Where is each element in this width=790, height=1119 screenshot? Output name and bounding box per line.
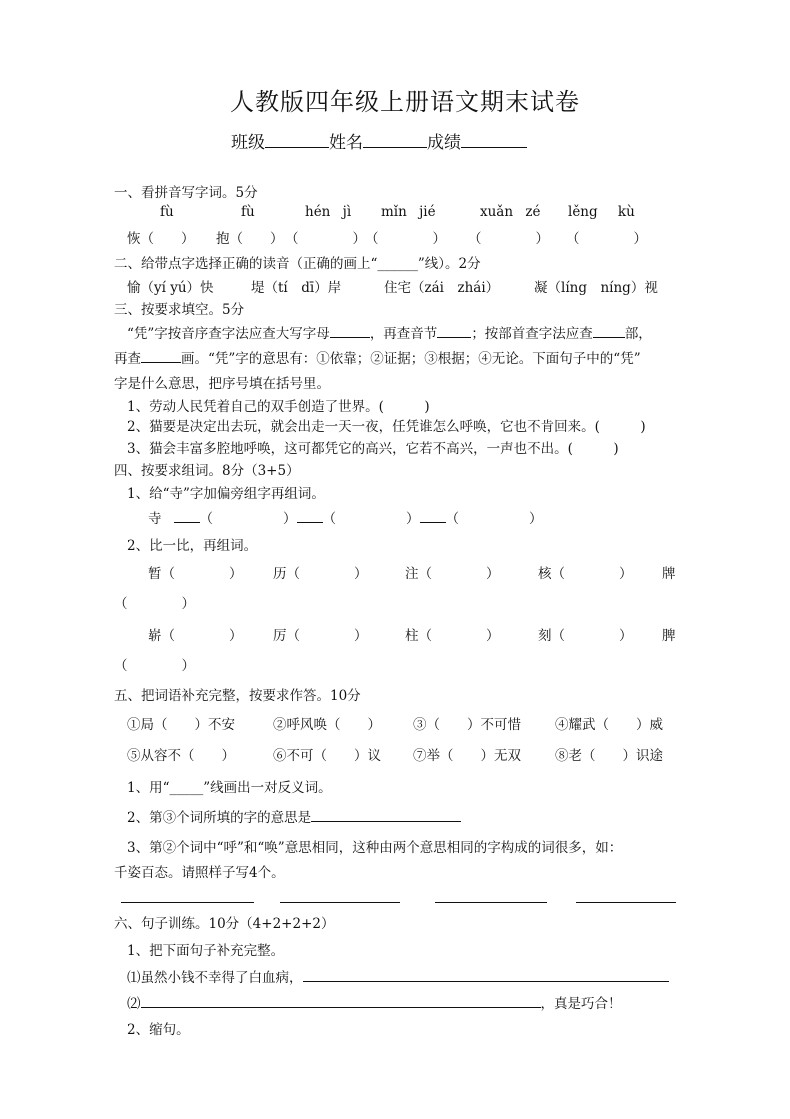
sec3-question-3[interactable]: 3、猫会丰富多腔地呼唤，这可都凭它的高兴，它若不高兴，一声也不出。( ) xyxy=(127,441,619,457)
sentence-2: ⑵ ，真是巧合！ xyxy=(127,996,622,1012)
pinyin-1: fù xyxy=(160,204,174,220)
sec3-paragraph-line3: 字是什么意思，把序号填在括号里。 xyxy=(114,376,330,392)
pinyin-3: hén jì xyxy=(305,204,352,220)
word-blank-4[interactable] xyxy=(576,902,676,903)
compare-2-3[interactable]: 柱（ ） xyxy=(405,628,500,644)
idiom-3[interactable]: ③（ ）不可惜 xyxy=(413,717,521,733)
idiom-6[interactable]: ⑥不可（ ）议 xyxy=(273,748,381,764)
compare-1-4[interactable]: 核（ ） xyxy=(538,566,633,582)
sec6-question-1: 1、把下面句子补充完整。 xyxy=(127,943,285,959)
name-blank[interactable] xyxy=(363,146,427,148)
sec4-question-1: 1、给“寺”字加偏旁组字再组词。 xyxy=(127,486,325,502)
sec4-question-2: 2、比一比，再组词。 xyxy=(127,538,258,554)
section-5-heading: 五、把词语补充完整，按要求作答。10分 xyxy=(114,688,361,704)
answer-1[interactable]: 恢（ ） xyxy=(127,231,195,247)
word-blank-3[interactable] xyxy=(435,902,547,903)
sec3-question-2[interactable]: 2、猫要是决定出去玩，就会出走一天一夜，任凭谁怎么呼唤，它也不肯回来。( ) xyxy=(127,419,646,435)
idiom-8[interactable]: ⑧老（ ）识途 xyxy=(555,748,663,764)
sentence-2-blank[interactable] xyxy=(141,1006,541,1008)
word-blank-2[interactable] xyxy=(280,902,400,903)
compare-2-5-blank[interactable]: （ ） xyxy=(114,658,195,674)
class-blank[interactable] xyxy=(265,146,329,148)
answer-2[interactable]: 抱（ ） xyxy=(216,231,284,247)
pinyin-4: mǐn jié xyxy=(381,204,436,220)
sec6-question-2: 2、缩句。 xyxy=(127,1022,190,1038)
compare-2-5: 脾 xyxy=(662,628,676,644)
pinyin-6: lěng kù xyxy=(568,204,635,220)
sec5-question-3-line2: 千姿百态。请照样子写4个。 xyxy=(114,865,285,881)
syllable-blank[interactable] xyxy=(437,336,471,338)
compare-1-2[interactable]: 历（ ） xyxy=(273,566,368,582)
si-blank-2[interactable] xyxy=(297,521,323,523)
sec5-question-2: 2、第③个词所填的字的意思是 xyxy=(127,806,461,826)
compare-2-2[interactable]: 厉（ ） xyxy=(273,628,368,644)
sec3-paragraph-line2: 再查 画。“凭”字的意思有：①依靠；②证据；③根据；④无论。下面句子中的“凭” xyxy=(114,351,641,367)
sec5-question-1: 1、用“_____”线画出一对反义词。 xyxy=(127,780,332,796)
name-label: 姓名 xyxy=(329,133,363,153)
reading-item-2[interactable]: 堤（tí dī）岸 xyxy=(251,280,342,296)
word-blank-1[interactable] xyxy=(121,902,254,903)
reading-item-3[interactable]: 住宅（zái zhái） xyxy=(384,280,500,296)
section-2-heading: 二、给带点字选择正确的读音（正确的画上“______”线）。2分 xyxy=(114,256,481,272)
compare-1-1[interactable]: 暂（ ） xyxy=(148,566,243,582)
class-label: 班级 xyxy=(231,133,265,153)
stroke-blank[interactable] xyxy=(141,361,181,363)
idiom-2[interactable]: ②呼风唤（ ） xyxy=(273,717,381,733)
section-6-heading: 六、句子训练。10分（4+2+2+2） xyxy=(114,916,335,932)
compare-1-5-blank[interactable]: （ ） xyxy=(114,596,195,612)
page-title: 人教版四年级上册语文期末试卷 xyxy=(230,88,580,116)
sentence-1: ⑴虽然小钱不幸得了白血病， xyxy=(127,966,669,986)
reading-item-1[interactable]: 愉（yí yú）快 xyxy=(127,280,214,296)
sec5-question-3-line1: 3、第②个词中“呼”和“唤”意思相同，这种由两个意思相同的字构成的词很多，如： xyxy=(127,840,623,856)
reading-item-4[interactable]: 凝（líng níng）视 xyxy=(534,280,658,296)
compare-1-5: 牌 xyxy=(662,566,676,582)
section-4-heading: 四、按要求组词。8分（3+5） xyxy=(114,463,300,479)
radical-blank[interactable] xyxy=(593,336,625,338)
student-info-line xyxy=(231,128,527,153)
sec3-paragraph-line1: “凭”字按音序查字法应查大写字母 ，再查音节 ；按部首查字法应查 部， xyxy=(127,326,652,342)
section-1-heading: 一、看拼音写字词。5分 xyxy=(114,185,258,201)
pinyin-2: fù xyxy=(241,204,255,220)
score-blank[interactable] xyxy=(461,146,527,148)
answer-4[interactable]: （ ） xyxy=(365,231,446,247)
meaning-blank[interactable] xyxy=(311,820,461,822)
sec3-question-1[interactable]: 1、劳动人民凭着自己的双手创造了世界。( ) xyxy=(127,399,430,415)
score-label: 成绩 xyxy=(427,133,461,153)
section-3-heading: 三、按要求填空。5分 xyxy=(114,302,245,318)
answer-5[interactable]: （ ） xyxy=(468,231,549,247)
sentence-1-blank[interactable] xyxy=(303,980,669,982)
si-blank-3[interactable] xyxy=(420,521,446,523)
idiom-7[interactable]: ⑦举（ ）无双 xyxy=(413,748,521,764)
compare-2-4[interactable]: 刻（ ） xyxy=(538,628,633,644)
idiom-5[interactable]: ⑤从容不（ ） xyxy=(127,748,235,764)
compare-2-1[interactable]: 崭（ ） xyxy=(148,628,243,644)
idiom-4[interactable]: ④耀武（ ）威 xyxy=(555,717,663,733)
pinyin-5: xuǎn zé xyxy=(480,204,541,220)
letter-blank[interactable] xyxy=(330,336,370,338)
answer-3[interactable]: （ ） xyxy=(285,231,366,247)
idiom-1[interactable]: ①局（ ）不安 xyxy=(127,717,235,733)
answer-6[interactable]: （ ） xyxy=(566,231,647,247)
si-row[interactable]: 寺 （ ） （ ） （ ） xyxy=(148,511,543,527)
si-blank-1[interactable] xyxy=(174,521,200,523)
compare-1-3[interactable]: 注（ ） xyxy=(405,566,500,582)
